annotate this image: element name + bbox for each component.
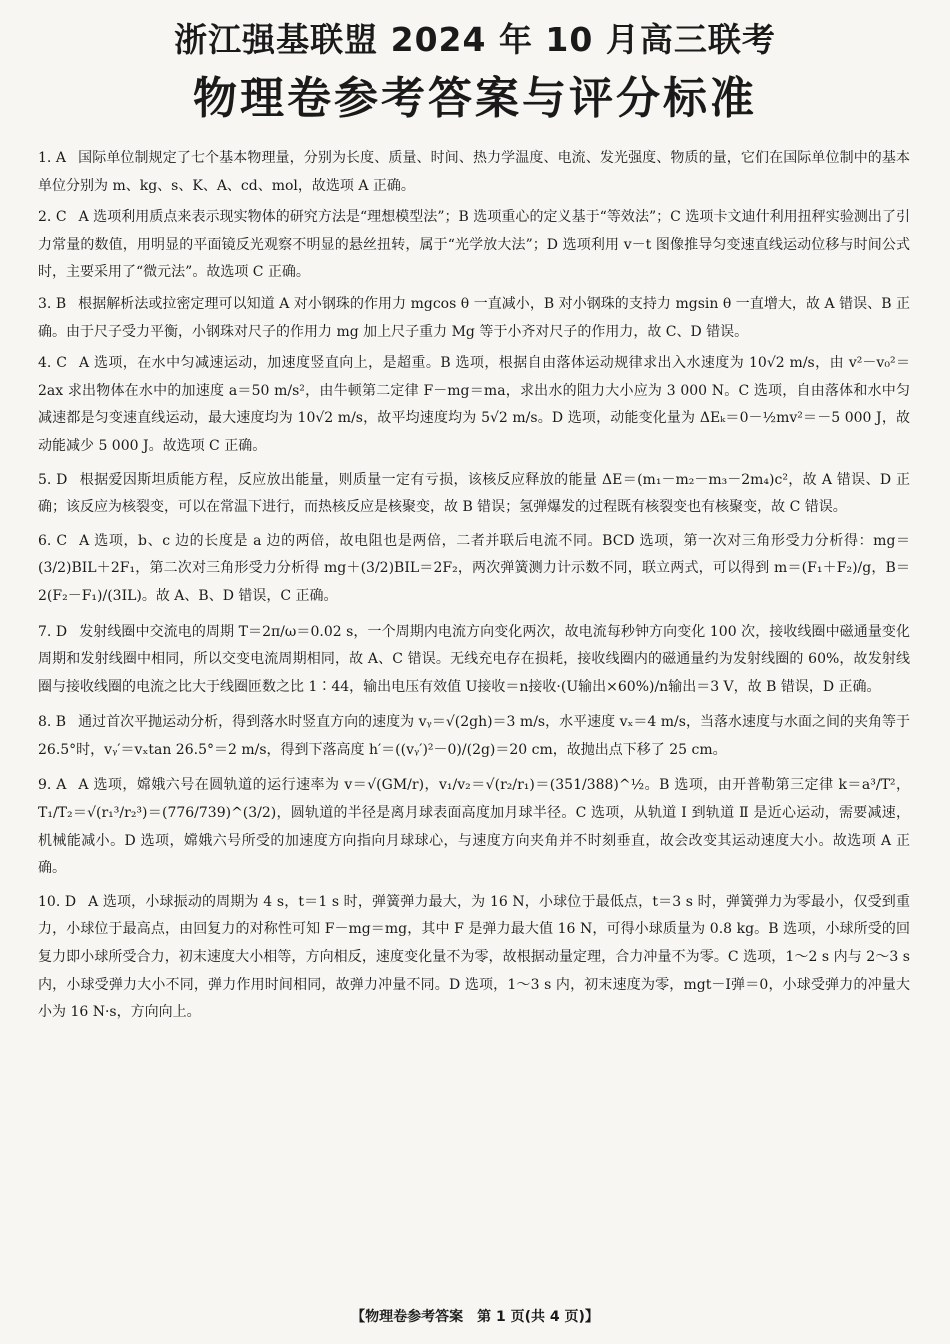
answer-number: 3. B (38, 295, 67, 312)
answer-text: A 选项，b、c 边的长度是 a 边的两倍，故电阻也是两倍，二者并联后电流不同。BCD 选项，第一次对三角形受力分析得：mg＝(3/2)BIL＋2F₁，第二次对三角形受力分析得 mg＋(3/2)BIL＝2F₂，两次弹簧测力计示数不同，联立两式，可以得到 m＝(F₁＋F₂)/g，B＝2(F₂－F₁)/(3IL)。故 A、B、D 错误，C 正确。 (38, 532, 910, 604)
answer-number: 10. D (38, 893, 77, 910)
answer-text: A 选项，嫦娥六号在圆轨道的运行速率为 v＝√(GM/r)，v₁/v₂＝√(r₂/r₁)＝(351/388)^½。B 选项，由开普勒第三定律 k＝a³/T²，T₁/T₂＝√(r₁³/r₂³)＝(776/739)^(3/2)，圆轨道的半径是离月球表面高度加月球半径。C 选项，从轨道 Ⅰ 到轨道 Ⅱ 是近心运动，需要减速，机械能减小。D 选项，嫦娥六号所受的加速度方向指向月球球心，与速度方向夹角并不时刻垂直，故会改变其运动速度大小。故选项 A 正确。 (38, 777, 911, 877)
answer-number: 9. A (38, 777, 67, 794)
answer-item (38, 772, 910, 882)
exam-title: 浙江强基联盟 2024 年 10 月高三联考 (174, 20, 776, 59)
page-footer: 【物理卷参考答案 第 1 页(共 4 页)】 (351, 1309, 599, 1325)
answer-number: 4. C (38, 355, 67, 372)
answer-number: 2. C (38, 209, 67, 226)
answer-text: 通过首次平抛运动分析，得到落水时竖直方向的速度为 vᵧ＝√(2gh)＝3 m/s，水平速度 vₓ＝4 m/s，当落水速度与水面之间的夹角等于 26.5°时，vᵧ′＝vₓtan 26.5°＝2 m/s，得到下落高度 h′＝((vᵧ′)²－0)/(2g)＝20 cm，故抛出点下移了 25 cm。 (38, 714, 910, 758)
answer-number: 7. D (38, 623, 68, 640)
answer-text: 根据解析法或拉密定理可以知道 A 对小钢珠的作用力 mgcos θ 一直减小，B 对小钢珠的支持力 mgsin θ 一直增大，故 A 错误、B 正确。由于尺子受力平衡，小钢珠对尺子的作用力 mg 加上尺子重力 Mg 等于小齐对尺子的作用力，故 C、D 错误。 (38, 295, 910, 340)
answer-number: 8. B (38, 714, 67, 731)
answer-item (38, 467, 910, 522)
answer-number: 1. A (38, 150, 67, 166)
answer-item (38, 619, 910, 702)
answer-item (38, 528, 910, 611)
answer-number: 5. D (38, 471, 68, 488)
answer-text: 根据爱因斯坦质能方程，反应放出能量，则质量一定有亏损，该核反应释放的能量 ΔE＝(m₁－m₂－m₃－2m₄)c²，故 A 错误、D 正确；该反应为核裂变，可以在常温下进行，而热核反应是核聚变，故 B 错误；氢弹爆发的过程既有核裂变也有核聚变，故 C 错误。 (38, 471, 910, 516)
answer-text: 发射线圈中交流电的周期 T＝2π/ω＝0.02 s，一个周期内电流方向变化两次，故电流每秒钟方向变化 100 次，接收线圈中磁通量变化周期和发射线圈中相同，所以交变电流周期相同，故 A、C 错误。无线充电存在损耗，接收线圈内的磁通量约为发射线圈的 60%，故发射线圈与接收线圈的电流之比大于线圈匝数之比 1∶44，输出电压有效值 U接收＝n接收·(U输出×60%)/n输出＝3 V，故 B 错误，D 正确。 (38, 623, 910, 695)
answer-text: A 选项，小球振动的周期为 4 s，t＝1 s 时，弹簧弹力最大，为 16 N，小球位于最低点，t＝3 s 时，弹簧弹力为零最小，仅受到重力，小球位于最高点，由回复力的对称性可知 F－mg＝mg，其中 F 是弹力最大值 16 N，可得小球质量为 0.8 kg。B 选项，小球所受的回复力即小球所受合力，初末速度大小相等，方向相反，速度变化量不为零，故根据动量定理，合力冲量不为零。C 选项，1～2 s 内与 2～3 s 内，小球受弹力大小不同，弹力作用时间相同，故弹力冲量不同。D 选项，1～3 s 内，初末速度为零，mgt－I弹＝0，小球受弹力的冲量大小为 16 N·s，方向向上。 (38, 893, 910, 1021)
answer-number: 6. C (38, 532, 68, 549)
answer-item (38, 204, 910, 287)
answer-text: A 选项利用质点来表示现实物体的研究方法是“理想模型法”；B 选项重心的定义基于“等效法”；C 选项卡文迪什利用扭秤实验测出了引力常量的数值，用明显的平面镜反光观察不明显的悬丝扭转，属于“光学放大法”；D 选项利用 v－t 图像推导匀变速直线运动位移与时间公式时，主要采用了“微元法”。故选项 C 正确。 (38, 209, 910, 281)
answer-item (38, 350, 910, 460)
answer-list (38, 145, 910, 1027)
answer-item (38, 145, 910, 200)
document-title: 物理卷参考答案与评分标准 (193, 73, 757, 124)
answer-item (38, 291, 910, 346)
answer-item (38, 889, 910, 1027)
answer-item (38, 709, 910, 764)
answer-text: 国际单位制规定了七个基本物理量，分别为长度、质量、时间、热力学温度、电流、发光强度、物质的量，它们在国际单位制中的基本单位分别为 m、kg、s、K、A、cd、mol，故选项 A 正确。 (38, 150, 911, 194)
answer-text: A 选项，在水中匀减速运动，加速度竖直向上，是超重。B 选项，根据自由落体运动规律求出入水速度为 10√2 m/s，由 v²－v₀²＝2ax 求出物体在水中的加速度 a＝50 m/s²，由牛顿第二定律 F－mg＝ma，求出水的阻力大小应为 3 000 N。C 选项，自由落体和水中匀减速都是匀变速直线运动，最大速度均为 10√2 m/s，故平均速度均为 5√2 m/s。D 选项，动能变化量为 ΔEₖ＝0－½mv²＝－5 000 J，故动能减少 5 000 J。故选项 C 正确。 (38, 355, 910, 454)
